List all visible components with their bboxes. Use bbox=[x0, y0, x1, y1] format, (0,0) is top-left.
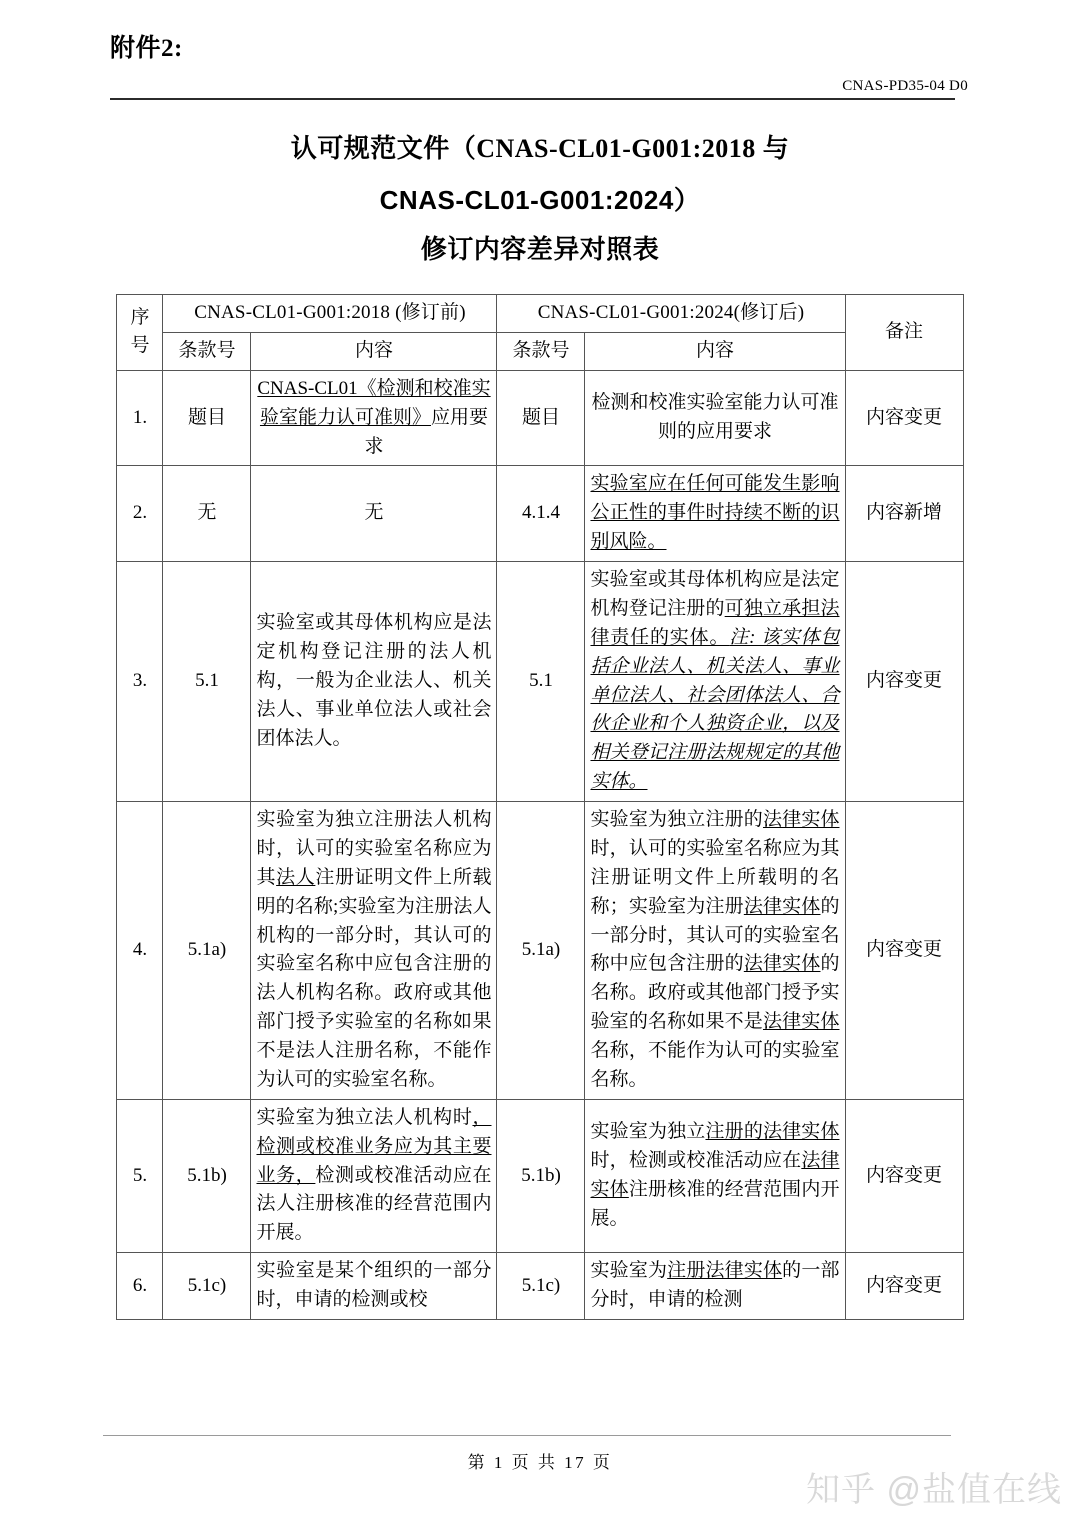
table-row bbox=[117, 466, 963, 562]
new-content-text: 实验室应在任何可能发生影响公正性的事件时持续不断的识别风险。 bbox=[590, 473, 840, 553]
new-content-note-run: 注: 该实体包括企业法人、机关法人、事业单位法人、社会团体法人、合伙企业和个人独资企业，以及相关登记注册法规规定的其他实体。 bbox=[590, 626, 840, 793]
note-value: 内容新增 bbox=[865, 502, 942, 524]
cell-old-clause bbox=[163, 370, 251, 466]
new-clause-value: 5.1b) bbox=[521, 1164, 561, 1186]
cell-note bbox=[845, 1099, 963, 1252]
old-clause-value: 5.1b) bbox=[187, 1164, 227, 1186]
cell-new-content bbox=[585, 1099, 845, 1252]
old-content-text: CNAS-CL01《检测和校准实验室能力认可准则》应用要求 bbox=[257, 377, 491, 457]
table-body bbox=[117, 370, 963, 1319]
cell-note bbox=[845, 1253, 963, 1320]
attachment-label: 附件2: bbox=[110, 35, 183, 62]
page-number: 第 1 页 共 17 页 bbox=[467, 1453, 613, 1472]
old-content-text: 实验室是某个组织的一部分时，申请的检测或校 bbox=[256, 1260, 492, 1311]
cell-sequence bbox=[117, 562, 163, 802]
cell-new-content bbox=[585, 370, 845, 466]
cell-old-clause bbox=[163, 802, 251, 1100]
cell-new-content bbox=[585, 802, 845, 1100]
cell-old-content bbox=[251, 370, 497, 466]
title-line-3: 修订内容差异对照表 bbox=[420, 235, 660, 265]
note-value: 内容变更 bbox=[865, 939, 942, 960]
note-value: 内容变更 bbox=[865, 1164, 942, 1186]
old-clause-value: 题目 bbox=[187, 406, 226, 428]
row-seq-value: 3. bbox=[132, 670, 148, 692]
cell-new-clause bbox=[497, 1099, 585, 1252]
cell-new-clause bbox=[497, 562, 585, 802]
header-group-old: CNAS-CL01-G001:2018 (修订前) bbox=[163, 295, 497, 333]
table-row bbox=[117, 1253, 963, 1320]
cell-sequence bbox=[117, 466, 163, 562]
cell-note bbox=[845, 370, 963, 466]
new-clause-value: 5.1c) bbox=[521, 1274, 561, 1296]
header-seq: 序号 bbox=[117, 295, 163, 371]
document-code: CNAS-PD35-04 D0 bbox=[842, 78, 968, 94]
header-divider bbox=[110, 98, 955, 100]
table-header-row-2 bbox=[117, 332, 963, 370]
footer-divider bbox=[103, 1435, 951, 1436]
cell-new-content bbox=[585, 562, 845, 802]
cell-old-clause bbox=[163, 1253, 251, 1320]
row-seq-value: 4. bbox=[132, 939, 148, 960]
header-note: 备注 bbox=[845, 295, 963, 371]
cell-sequence bbox=[117, 1099, 163, 1252]
old-clause-value: 5.1a) bbox=[187, 939, 227, 960]
cell-note bbox=[845, 466, 963, 562]
cell-new-content bbox=[585, 466, 845, 562]
cell-old-content bbox=[251, 562, 497, 802]
table-row bbox=[117, 562, 963, 802]
note-value: 内容变更 bbox=[865, 1274, 942, 1296]
row-seq-value: 6. bbox=[132, 1274, 148, 1296]
cell-old-content bbox=[251, 1099, 497, 1252]
cell-new-clause bbox=[497, 370, 585, 466]
table-row bbox=[117, 1099, 963, 1252]
table-head bbox=[117, 295, 963, 371]
new-clause-value: 5.1a) bbox=[521, 939, 561, 960]
note-value: 内容变更 bbox=[865, 406, 942, 428]
title-line-1: 认可规范文件（CNAS-CL01-G001:2018 与 bbox=[290, 134, 790, 163]
cell-new-clause bbox=[497, 1253, 585, 1320]
table-row bbox=[117, 370, 963, 466]
cell-old-content bbox=[251, 466, 497, 562]
header-group-new: CNAS-CL01-G001:2024(修订后) bbox=[497, 295, 845, 333]
cell-new-clause bbox=[497, 802, 585, 1100]
header-clause-new: 条款号 bbox=[497, 332, 585, 370]
old-content-text: 无 bbox=[364, 502, 384, 524]
new-clause-value: 题目 bbox=[521, 406, 560, 428]
table-row bbox=[117, 802, 963, 1100]
row-seq-value: 1. bbox=[132, 406, 148, 428]
old-content-text: 实验室为独立法人机构时，检测或校准业务应为其主要业务，检测或校准活动应在法人注册核准的经营范围内开展。 bbox=[256, 1106, 492, 1244]
cell-note bbox=[845, 562, 963, 802]
old-clause-value: 5.1 bbox=[195, 670, 219, 692]
header-clause-old: 条款号 bbox=[163, 332, 251, 370]
old-content-text: 实验室为独立注册法人机构时，认可的实验室名称应为其法人注册证明文件上所载明的名称;实验室为注册法人机构的一部分时，其认可的实验室名称中应包含注册的法人机构名称。政府或其他部门授予实验室的名称如果不是法人注册名称，不能作为认可的实验室名称。 bbox=[256, 809, 492, 1090]
cell-new-clause bbox=[497, 466, 585, 562]
table-header-row-1 bbox=[117, 295, 963, 333]
cell-old-clause bbox=[163, 562, 251, 802]
title-line-2: CNAS-CL01-G001:2024） bbox=[379, 184, 701, 215]
cell-old-content bbox=[251, 802, 497, 1100]
new-content-text: 检测和校准实验室能力认可准则的应用要求 bbox=[591, 392, 839, 443]
cell-old-clause bbox=[163, 1099, 251, 1252]
cell-old-content bbox=[251, 1253, 497, 1320]
new-content-text: 实验室为独立注册的法律实体时，认可的实验室名称应为其注册证明文件上所载明的名称；实验室为注册法律实体的一部分时，其认可的实验室名称中应包含注册的法律实体的名称。政府或其他部门授予实验室的名称如果不是法律实体名称，不能作为认可的实验室名称。 bbox=[590, 809, 840, 1090]
old-clause-value: 5.1c) bbox=[187, 1274, 227, 1296]
revision-diff-table bbox=[116, 294, 963, 1320]
cell-note bbox=[845, 802, 963, 1100]
old-content-text: 实验室或其母体机构应是法定机构登记注册的法人机构，一般为企业法人、机关法人、事业单位法人或社会团体法人。 bbox=[256, 612, 492, 749]
row-seq-value: 2. bbox=[132, 502, 148, 524]
cell-sequence bbox=[117, 802, 163, 1100]
cell-sequence bbox=[117, 370, 163, 466]
new-content-text: 实验室为独立注册的法律实体时，检测或校准活动应在法律实体注册核准的经营范围内开展。 bbox=[590, 1121, 840, 1229]
watermark: 知乎 @盐值在线 bbox=[806, 1471, 1062, 1509]
header-content-new: 内容 bbox=[585, 332, 845, 370]
cell-sequence bbox=[117, 1253, 163, 1320]
new-content-text: 实验室为注册法律实体的一部分时，申请的检测 bbox=[590, 1260, 840, 1311]
new-clause-value: 4.1.4 bbox=[521, 502, 560, 524]
row-seq-value: 5. bbox=[132, 1164, 148, 1186]
diff-table-container bbox=[110, 294, 970, 1320]
note-value: 内容变更 bbox=[865, 670, 942, 692]
header-content-old: 内容 bbox=[251, 332, 497, 370]
new-clause-value: 5.1 bbox=[529, 670, 553, 692]
document-title-block bbox=[110, 124, 970, 276]
old-clause-value: 无 bbox=[197, 502, 217, 524]
new-content-text: 实验室或其母体机构应是法定机构登记注册的可独立承担法律责任的实体。注: 该实体包括企业法人、机关法人、事业单位法人、社会团体法人、合伙企业和个人独资企业，以及相关登记注册法规规定的其他实体。 bbox=[590, 569, 840, 793]
cell-old-clause bbox=[163, 466, 251, 562]
cell-new-content bbox=[585, 1253, 845, 1320]
